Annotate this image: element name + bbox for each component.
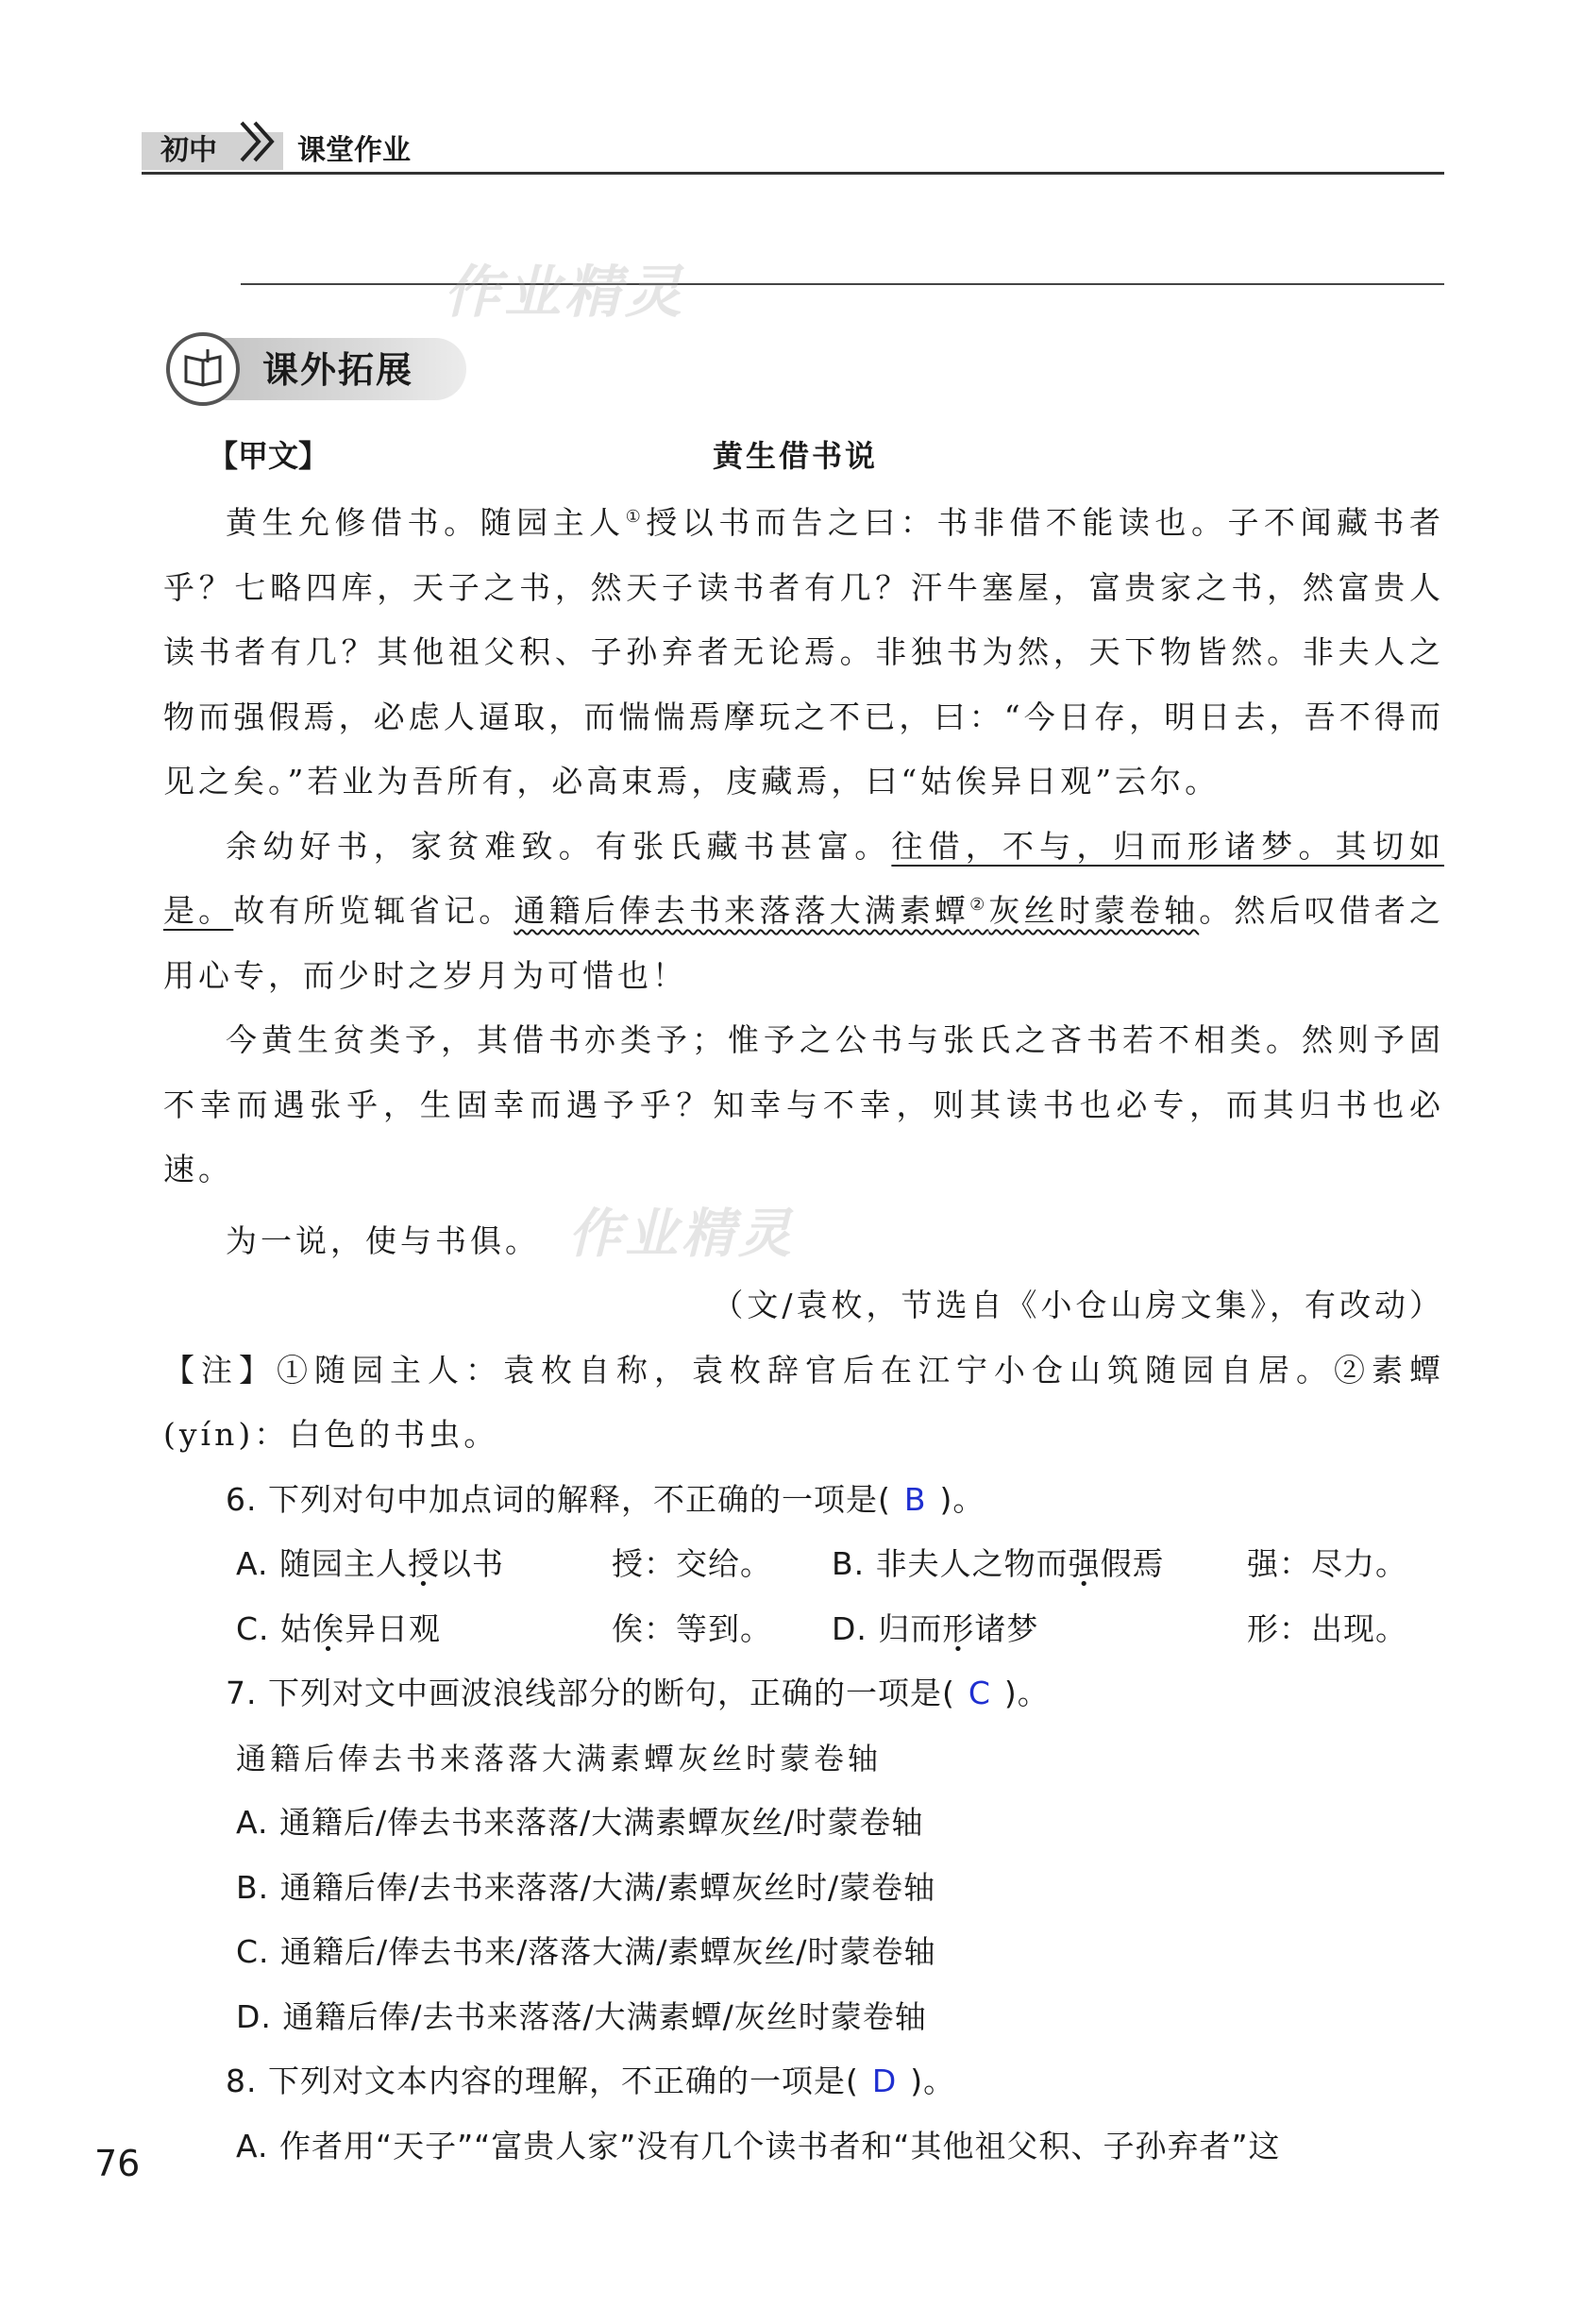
q7-stem-end: )。 (1003, 1675, 1050, 1711)
q6-gloss-a: 授：交给。 (612, 1545, 772, 1582)
double-chevron-icon (236, 111, 283, 168)
q6-a-post: 以书 (439, 1545, 504, 1582)
q6-gloss-c: 俟：等到。 (612, 1609, 772, 1647)
underlined-sentence: 往借，不与，归而形诸梦。其切如是。 (163, 827, 1444, 929)
header-book-title: 课堂作业 (297, 134, 411, 167)
q6-d-pre: D. 归而 (832, 1609, 943, 1647)
q6-stem-end: )。 (939, 1480, 985, 1518)
q6-stem: 6. 下列对句中加点词的解释，不正确的一项是( (226, 1480, 891, 1518)
q6-answer: B (903, 1480, 927, 1518)
q6-options-row-2 (163, 1597, 1444, 1662)
q6-gloss-b: 强：尽力。 (1247, 1545, 1407, 1582)
q7-option-d: D. 通籍后俸/去书来落落/大满素蟫/灰丝时蒙卷轴 (236, 1997, 927, 2035)
section-title: 课外拓展 (262, 349, 414, 391)
q8-stem-end: )。 (910, 2063, 956, 2099)
footnote-marker-1: ① (625, 507, 647, 527)
q6-a-pre: A. 随园主人 (236, 1545, 408, 1582)
question-6 (163, 1468, 1444, 1533)
q6-c-post: 异日观 (345, 1609, 442, 1647)
q7-option-c: C. 通籍后/俸去书来/落落大满/素蟫灰丝/时蒙卷轴 (236, 1933, 936, 1970)
q7-option-a: A. 通籍后/俸去书来落落/大满素蟫灰丝/时蒙卷轴 (236, 1804, 924, 1841)
q6-option-d (832, 1597, 1247, 1662)
q7-stem: 7. 下列对文中画波浪线部分的断句，正确的一项是( (226, 1675, 955, 1711)
p1-text-b: 授以书而告之曰：书非借不能读也。子不闻藏书者乎？七略四库，天子之书，然天子读书者有几？汗牛塞屋，富贵家之书，然富贵人读书者有几？其他祖父积、子孙弃者无论焉。非独书为然，天下物皆然。非夫人之物而强假焉，必虑人逼取，而惴惴焉摩玩之不已，曰：“今日存，明日去，吾不得而见之矣。”若业为吾所有，必高束焉，庋藏焉，曰“姑俟异日观”云尔。 (163, 504, 1445, 800)
p2-text-a: 余幼好书，家贫难致。有张氏藏书甚富。 (226, 827, 892, 865)
page-number: 76 (94, 2143, 141, 2184)
reading-body (163, 491, 1444, 2179)
q8-option-a: A. 作者用“天子”“富贵人家”没有几个读书者和“其他祖父积、子孙弃者”这 (236, 2127, 1281, 2164)
section-icon-circle (166, 332, 240, 406)
watermark-graphic: 作业精灵 (444, 260, 685, 326)
q6-c-dotted: 俟 (312, 1609, 345, 1647)
header-level-label: 初中 (160, 134, 217, 167)
q6-option-a (236, 1532, 612, 1597)
text-label: 【甲文】 (208, 438, 329, 474)
q6-d-post: 诸梦 (974, 1609, 1039, 1647)
essay-paragraph-2 (163, 815, 1444, 1009)
q7-answer: C (968, 1675, 991, 1711)
q6-b-dotted: 强 (1068, 1545, 1101, 1582)
essay-paragraph-3: 今黄生贫类予，其借书亦类予；惟予之公书与张氏之吝书若不相类。然则予固不幸而遇张乎，生固幸而遇予乎？知幸与不幸，则其读书也必专，而其归书也必速。 (163, 1021, 1444, 1187)
watermark-graphic-2: 作业精灵 (568, 1203, 795, 1265)
q6-options-row-1 (163, 1532, 1444, 1597)
q6-option-b (832, 1532, 1247, 1597)
q7-sentence: 通籍后俸去书来落落大满素蟫灰丝时蒙卷轴 (236, 1740, 883, 1777)
essay-notes: 【注】①随园主人：袁枚自称，袁枚辞官后在江宁小仓山筑随园自居。②素蟫(yín)：白色的书虫。 (163, 1351, 1444, 1453)
essay-paragraph-4 (163, 1203, 1444, 1274)
q6-b-pre: B. 非夫人之物而 (832, 1545, 1069, 1582)
wavy-text-b: 灰丝时蒙卷轴 (988, 892, 1200, 929)
q6-c-pre: C. 姑 (236, 1609, 313, 1647)
p4-text: 为一说，使与书俱。 (226, 1221, 540, 1259)
header-divider (142, 172, 1444, 175)
q6-a-dotted: 授 (407, 1545, 440, 1582)
essay-paragraph-1 (163, 491, 1444, 815)
book-icon (170, 336, 236, 402)
essay-source: （文/袁枚，节选自《小仓山房文集》，有改动） (712, 1287, 1444, 1323)
footnote-marker-2: ② (969, 895, 989, 915)
question-7 (163, 1661, 1444, 1726)
question-8 (163, 2049, 1444, 2114)
answer-line (241, 283, 1444, 285)
q6-b-post: 假焉 (1100, 1545, 1165, 1582)
essay-title: 黄生借书说 (713, 438, 879, 474)
q6-d-dotted: 形 (942, 1609, 975, 1647)
q8-stem: 8. 下列对文本内容的理解，不正确的一项是( (226, 2063, 859, 2099)
p2-text-c: 。然后叹借者之用心专，而少时之岁月为可惜也！ (163, 892, 1445, 994)
p2-text-b: 故有所览辄省记。 (233, 892, 514, 929)
wavy-underlined-sentence (514, 892, 1199, 929)
wavy-text-a: 通籍后俸去书来落落大满素蟫 (514, 892, 970, 929)
q6-gloss-d: 形：出现。 (1247, 1609, 1407, 1647)
q8-answer: D (871, 2063, 898, 2099)
p1-text-a: 黄生允修借书。随园主人 (226, 504, 626, 541)
q7-option-b: B. 通籍后俸/去书来落落/大满/素蟫灰丝时/蒙卷轴 (236, 1868, 936, 1906)
